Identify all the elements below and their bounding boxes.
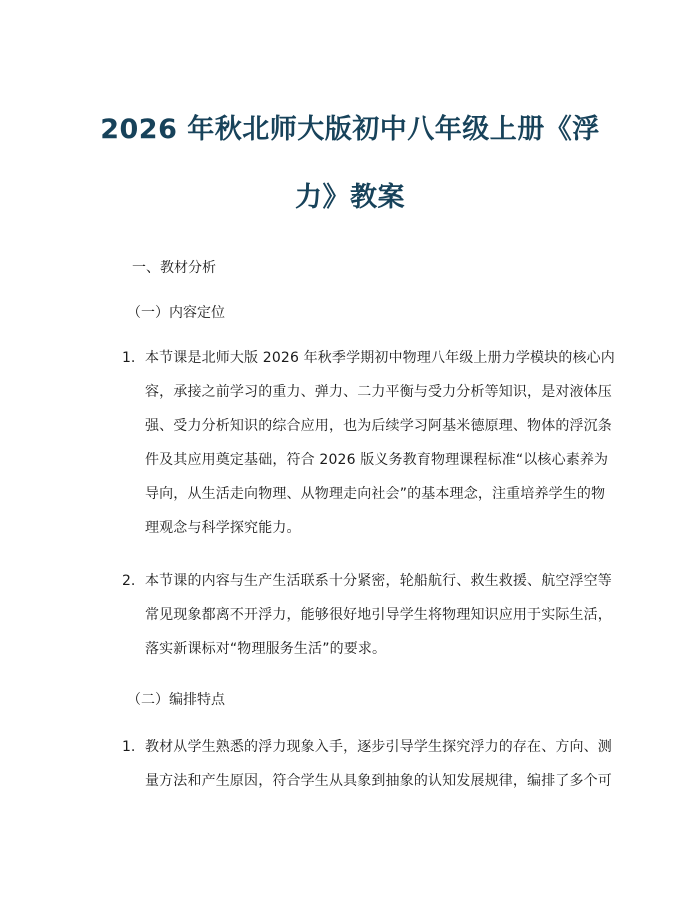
section-heading-textbook-analysis: 一、教材分析 [132,260,216,276]
text-line: 导向，从生活走向物理、从物理走向社会”的基本理念，注重培养学生的物 [145,486,606,502]
text-line: 教材从学生熟悉的浮力现象入手，逐步引导学生探究浮力的存在、方向、测 [145,739,612,755]
text-line: 落实新课标对“物理服务生活”的要求。 [145,641,387,657]
list-item-text [145,564,622,666]
list-item-number: 2. [122,573,136,589]
text-line: 强、受力分析知识的综合应用，也为后续学习阿基米德原理、物体的浮沉条 [145,418,612,434]
text-line: 容，承接之前学习的重力、弹力、二力平衡与受力分析等知识，是对液体压 [145,384,612,400]
list-item [122,564,622,666]
list-item-number: 1. [122,350,136,366]
subsection-heading-content-positioning: （一）内容定位 [127,305,225,321]
list-item [122,341,622,545]
list-item [122,730,622,798]
list-item-text [145,730,622,798]
document-title-line-2: 力》教案 [295,182,405,213]
list-item-number: 1. [122,739,136,755]
subsection-heading-layout-features: （二）编排特点 [127,692,225,708]
text-line: 理观念与科学探究能力。 [145,520,301,536]
text-line: 件及其应用奠定基础，符合 2026 版义务教育物理课程标准“以核心素养为 [145,452,609,468]
text-line: 本节课是北师大版 2026 年秋季学期初中物理八年级上册力学模块的核心内 [145,350,615,366]
document-title-line-1: 2026 年秋北师大版初中八年级上册《浮 [100,114,600,145]
text-line: 量方法和产生原因，符合学生从具象到抽象的认知发展规律，编排了多个可 [145,773,612,789]
list-item-text [145,341,622,545]
text-line: 常见现象都离不开浮力，能够很好地引导学生将物理知识应用于实际生活， [145,607,612,623]
text-line: 本节课的内容与生产生活联系十分紧密，轮船航行、救生救援、航空浮空等 [145,573,612,589]
